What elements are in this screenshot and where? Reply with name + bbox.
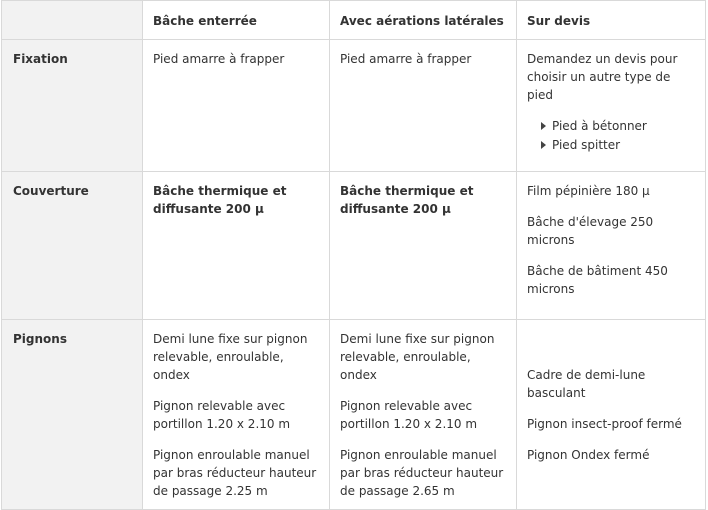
cell-couverture-aerations-laterales: Bâche thermique et diffusante 200 µ bbox=[330, 172, 517, 320]
comparison-table bbox=[1, 0, 706, 510]
header-corner-cell bbox=[2, 1, 143, 40]
cell-pignons-sur-devis bbox=[517, 320, 706, 510]
list-item-label: Pied spitter bbox=[552, 138, 621, 152]
pignon-option: Pignon insect-proof fermé bbox=[527, 417, 682, 431]
cell-fixation-sur-devis bbox=[517, 40, 706, 172]
fixation-options-list bbox=[527, 117, 696, 154]
pignon-option: Pignon enroulable manuel par bras réducteur hauteur de passage 2.25 m bbox=[153, 448, 317, 498]
table-row-pignons bbox=[2, 320, 706, 510]
couverture-option: Bâche de bâtiment 450 microns bbox=[527, 264, 668, 296]
triangle-right-icon bbox=[541, 122, 546, 130]
pignon-option: Pignon relevable avec portillon 1.20 x 2.10 m bbox=[153, 399, 291, 431]
pignon-option: Pignon Ondex fermé bbox=[527, 448, 650, 462]
row-header-fixation: Fixation bbox=[2, 40, 143, 172]
pignon-option: Pignon relevable avec portillon 1.20 x 2.10 m bbox=[340, 399, 478, 431]
cell-couverture-sur-devis bbox=[517, 172, 706, 320]
couverture-option: Bâche d'élevage 250 microns bbox=[527, 215, 654, 247]
cell-pignons-aerations-laterales bbox=[330, 320, 517, 510]
column-header-bache-enterree: Bâche enterrée bbox=[143, 1, 330, 40]
table-row-fixation bbox=[2, 40, 706, 172]
list-item bbox=[541, 136, 696, 154]
table-header-row bbox=[2, 1, 706, 40]
column-header-sur-devis: Sur devis bbox=[517, 1, 706, 40]
cell-couverture-bache-enterree: Bâche thermique et diffusante 200 µ bbox=[143, 172, 330, 320]
pignon-option: Cadre de demi-lune basculant bbox=[527, 368, 646, 400]
row-header-pignons: Pignons bbox=[2, 320, 143, 510]
triangle-right-icon bbox=[541, 141, 546, 149]
row-header-couverture: Couverture bbox=[2, 172, 143, 320]
pignon-option: Demi lune fixe sur pignon relevable, enroulable, ondex bbox=[340, 332, 495, 382]
list-item bbox=[541, 117, 696, 135]
pignon-option: Demi lune fixe sur pignon relevable, enroulable, ondex bbox=[153, 332, 308, 382]
column-header-aerations-laterales: Avec aérations latérales bbox=[330, 1, 517, 40]
cell-fixation-bache-enterree: Pied amarre à frapper bbox=[143, 40, 330, 172]
cell-fixation-aerations-laterales: Pied amarre à frapper bbox=[330, 40, 517, 172]
list-item-label: Pied à bétonner bbox=[552, 119, 647, 133]
couverture-option: Film pépinière 180 µ bbox=[527, 184, 650, 198]
cell-pignons-bache-enterree bbox=[143, 320, 330, 510]
fixation-devis-text: Demandez un devis pour choisir un autre type de pied bbox=[527, 52, 678, 102]
table-row-couverture bbox=[2, 172, 706, 320]
pignon-option: Pignon enroulable manuel par bras réducteur hauteur de passage 2.65 m bbox=[340, 448, 504, 498]
